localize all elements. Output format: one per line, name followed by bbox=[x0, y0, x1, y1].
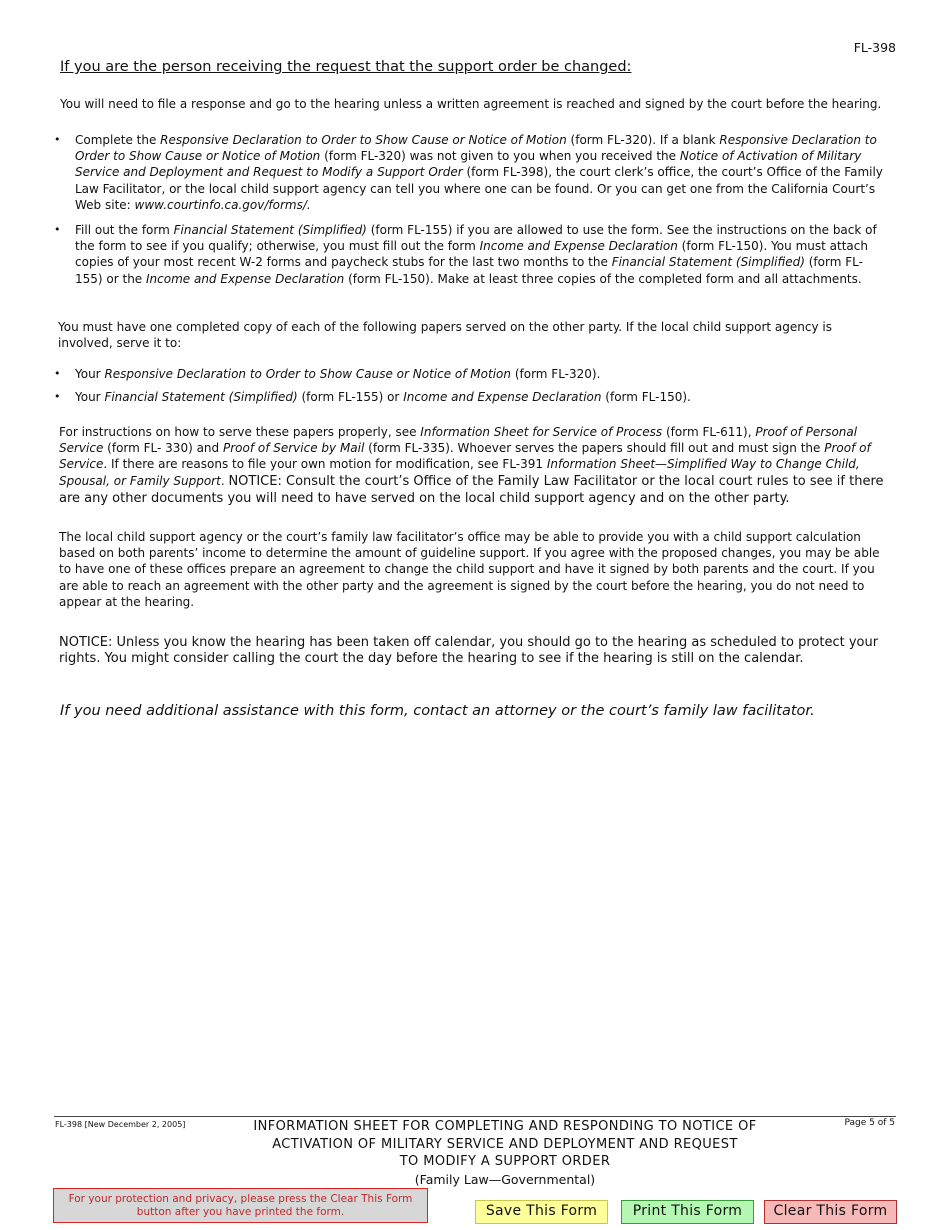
facilitator-notice: NOTICE: Consult the court’s Office of the Family Law Facilitator or the local court rules to see if there are any other documents you will need to have served on the local child support agency and on the other party. bbox=[59, 473, 884, 506]
list-item bbox=[54, 222, 887, 287]
footer-divider bbox=[54, 1116, 896, 1117]
bullet-icon: • bbox=[54, 367, 61, 380]
footer-page-number: Page 5 of 5 bbox=[844, 1118, 895, 1128]
bullet-icon: • bbox=[54, 223, 61, 236]
service-instructions-paragraph: For instructions on how to serve these papers properly, see Information Sheet for Service of Process (form FL-611), Proof of Personal Service (form FL- 330) and Proof of Service by Mail (form FL-335). Whoever serves the papers should fill out and must sign the Proof of Service. If there are reasons to file your own motion for modification, see FL-391 Information Sheet—Simplified Way to Change Child, Spousal, or Family Support. NOTICE: Consult the court’s Office of the Family Law Facilitator or the local court rules to see if there are any other documents you will need to have served on the local child support agency and on the other party. bbox=[59, 425, 884, 506]
privacy-notice: For your protection and privacy, please press the Clear This Form button after you have printed the form. bbox=[53, 1188, 428, 1223]
list-item bbox=[54, 389, 893, 405]
clear-form-button[interactable]: Clear This Form bbox=[764, 1200, 897, 1224]
bullet-text-fl320: Complete the Responsive Declaration to Order to Show Cause or Notice of Motion (form FL-320). If a blank Responsive Declaration to Order to Show Cause or Notice of Motion (form FL-320) was not given to you when you received the Notice of Activation of Military Service and Deployment and Request to Modify a Support Order (form FL-398), the court clerk’s office, the court’s Office of the Family Law Facilitator, or the local child support agency can tell you where one can be found. Or you can get one from the California Court’s Web site: www.courtinfo.ca.gov/forms/. bbox=[75, 133, 883, 212]
list-item bbox=[54, 132, 893, 213]
section-heading: If you are the person receiving the request that the support order be changed: bbox=[60, 59, 632, 75]
bullet-text-fl155: Fill out the form Financial Statement (Simplified) (form FL-155) if you are allowed to use the form. See the instructions on the back of the form to see if you qualify; otherwise, you must fill out the form Income and Expense Declaration (form FL-150). You must attach copies of your most recent W-2 forms and paycheck stubs for the last two months to the Financial Statement (Simplified) (form FL-155) or the Income and Expense Declaration (form FL-150). Make at least three copies of the completed form and all attachments. bbox=[75, 223, 877, 286]
hearing-notice-paragraph: NOTICE: Unless you know the hearing has been taken off calendar, you should go to the hearing as scheduled to protect your rights. You might consider calling the court the day before the hearing to see if the hearing is still on the calendar. bbox=[59, 635, 879, 667]
list-item bbox=[54, 366, 893, 382]
serve-item-fl320: Your Responsive Declaration to Order to Show Cause or Notice of Motion (form FL-320). bbox=[75, 367, 601, 381]
print-form-button[interactable]: Print This Form bbox=[621, 1200, 754, 1224]
intro-paragraph: You will need to file a response and go to the hearing unless a written agreement is reached and signed by the court before the hearing. bbox=[60, 97, 882, 111]
save-form-button[interactable]: Save This Form bbox=[475, 1200, 608, 1224]
form-number: FL-398 bbox=[853, 40, 896, 55]
footer-title: INFORMATION SHEET FOR COMPLETING AND RESPONDING TO NOTICE OF ACTIVATION OF MILITARY SERVICE AND DEPLOYMENT AND REQUEST TO MODIFY A SUPPORT ORDER bbox=[253, 1119, 757, 1169]
serve-item-fl155: Your Financial Statement (Simplified) (form FL-155) or Income and Expense Declaration (form FL-150). bbox=[75, 390, 691, 404]
agency-paragraph: The local child support agency or the court’s family law facilitator’s office may be able to provide you with a child support calculation based on both parents’ income to determine the amount of guideline support. If you agree with the proposed changes, you may be able to have one of these offices prepare an agreement to change the child support and have it signed by both parents and the court. If you are able to reach an agreement with the other party and the agreement is signed by the court before the hearing, you do not need to appear at the hearing. bbox=[59, 530, 880, 609]
assistance-note: If you need additional assistance with this form, contact an attorney or the court’s family law facilitator. bbox=[60, 703, 815, 719]
footer-form-revision: FL-398 [New December 2, 2005] bbox=[55, 1120, 186, 1129]
bullet-icon: • bbox=[54, 133, 61, 146]
serve-intro-paragraph: You must have one completed copy of each of the following papers served on the other party. If the local child support agency is involved, serve it to: bbox=[58, 320, 832, 351]
bullet-icon: • bbox=[54, 390, 61, 403]
footer-subtitle: (Family Law—Governmental) bbox=[414, 1172, 596, 1187]
